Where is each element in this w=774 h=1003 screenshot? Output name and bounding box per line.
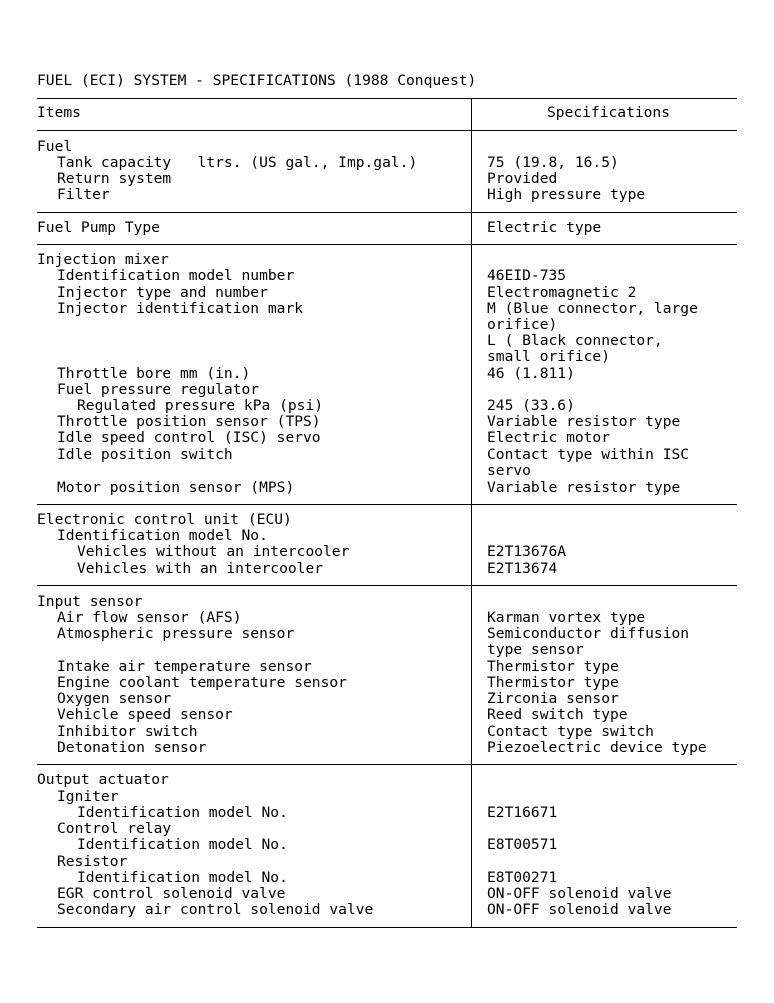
item-cell: Detonation sensor [57, 739, 207, 756]
item-cell: Throttle position sensor (TPS) [57, 413, 321, 430]
header-rule [37, 130, 737, 131]
item-cell: Vehicle speed sensor [57, 706, 233, 723]
column-divider [471, 98, 472, 927]
spec-cell: orifice) [487, 316, 558, 333]
item-cell: Identification model No. [57, 527, 268, 544]
spec-cell: Variable resistor type [487, 479, 681, 496]
item-cell: Vehicles without an intercooler [77, 543, 350, 560]
item-cell: Control relay [57, 820, 172, 837]
spec-cell: E8T00571 [487, 836, 558, 853]
spec-cell: E2T16671 [487, 804, 558, 821]
section-divider [37, 244, 737, 245]
item-cell: Regulated pressure kPa (psi) [77, 397, 324, 414]
item-cell: Identification model No. [77, 869, 288, 886]
spec-cell: 46 (1.811) [487, 365, 575, 382]
item-cell: Resistor [57, 853, 128, 870]
spec-cell: L ( Black connector, [487, 332, 663, 349]
item-cell: Secondary air control solenoid valve [57, 901, 374, 918]
section-divider [37, 212, 737, 213]
table-top-rule [37, 98, 737, 99]
spec-cell: 245 (33.6) [487, 397, 575, 414]
spec-cell: Thermistor type [487, 658, 619, 675]
item-cell: EGR control solenoid valve [57, 885, 286, 902]
spec-cell: Semiconductor diffusion [487, 625, 690, 642]
item-cell: Injector identification mark [57, 300, 304, 317]
spec-cell: Electric type [487, 219, 602, 236]
header-items: Items [37, 104, 81, 121]
item-cell: Identification model No. [77, 804, 288, 821]
item-cell: Filter [57, 186, 110, 203]
spec-cell: Contact type switch [487, 723, 654, 740]
table-bottom-rule [37, 927, 737, 928]
item-cell: Atmospheric pressure sensor [57, 625, 295, 642]
spec-cell: 75 (19.8, 16.5) [487, 154, 619, 171]
item-cell: Engine coolant temperature sensor [57, 674, 347, 691]
item-cell: Identification model No. [77, 836, 288, 853]
spec-cell: M (Blue connector, large [487, 300, 698, 317]
spec-cell: Piezoelectric device type [487, 739, 707, 756]
spec-cell: Zirconia sensor [487, 690, 619, 707]
item-cell: Return system [57, 170, 172, 187]
item-cell: Identification model number [57, 267, 295, 284]
section-divider [37, 504, 737, 505]
item-cell: Tank capacity ltrs. (US gal., Imp.gal.) [57, 154, 418, 171]
item-cell: Intake air temperature sensor [57, 658, 312, 675]
spec-cell: Karman vortex type [487, 609, 646, 626]
spec-cell: E2T13674 [487, 560, 558, 577]
spec-cell: Contact type within ISC [487, 446, 690, 463]
header-specifications: Specifications [547, 104, 671, 121]
item-cell: Motor position sensor (MPS) [57, 479, 295, 496]
item-cell: Vehicles with an intercooler [77, 560, 324, 577]
spec-cell: ON-OFF solenoid valve [487, 885, 672, 902]
document-title: FUEL (ECI) SYSTEM - SPECIFICATIONS (1988 Conquest) [37, 72, 477, 89]
spec-cell: High pressure type [487, 186, 646, 203]
item-cell: Air flow sensor (AFS) [57, 609, 242, 626]
spec-cell: 46EID-735 [487, 267, 567, 284]
spec-cell: Variable resistor type [487, 413, 681, 430]
spec-cell: small orifice) [487, 348, 611, 365]
item-cell: Fuel pressure regulator [57, 381, 260, 398]
item-cell: Throttle bore mm (in.) [57, 365, 251, 382]
spec-cell: servo [487, 462, 531, 479]
item-cell: Output actuator [37, 771, 169, 788]
item-cell: Idle position switch [57, 446, 233, 463]
item-cell: Oxygen sensor [57, 690, 172, 707]
spec-cell: E8T00271 [487, 869, 558, 886]
spec-cell: Thermistor type [487, 674, 619, 691]
section-divider [37, 585, 737, 586]
item-cell: Idle speed control (ISC) servo [57, 429, 321, 446]
item-cell: Fuel [37, 138, 73, 155]
spec-cell: E2T13676A [487, 543, 567, 560]
spec-cell: Electric motor [487, 429, 611, 446]
spec-cell: type sensor [487, 641, 584, 658]
spec-cell: ON-OFF solenoid valve [487, 901, 672, 918]
spec-cell: Provided [487, 170, 558, 187]
item-cell: Fuel Pump Type [37, 219, 161, 236]
item-cell: Injector type and number [57, 284, 268, 301]
item-cell: Igniter [57, 788, 119, 805]
item-cell: Input sensor [37, 593, 143, 610]
spec-cell: Reed switch type [487, 706, 628, 723]
item-cell: Injection mixer [37, 251, 169, 268]
item-cell: Electronic control unit (ECU) [37, 511, 292, 528]
spec-cell: Electromagnetic 2 [487, 284, 637, 301]
item-cell: Inhibitor switch [57, 723, 198, 740]
section-divider [37, 764, 737, 765]
